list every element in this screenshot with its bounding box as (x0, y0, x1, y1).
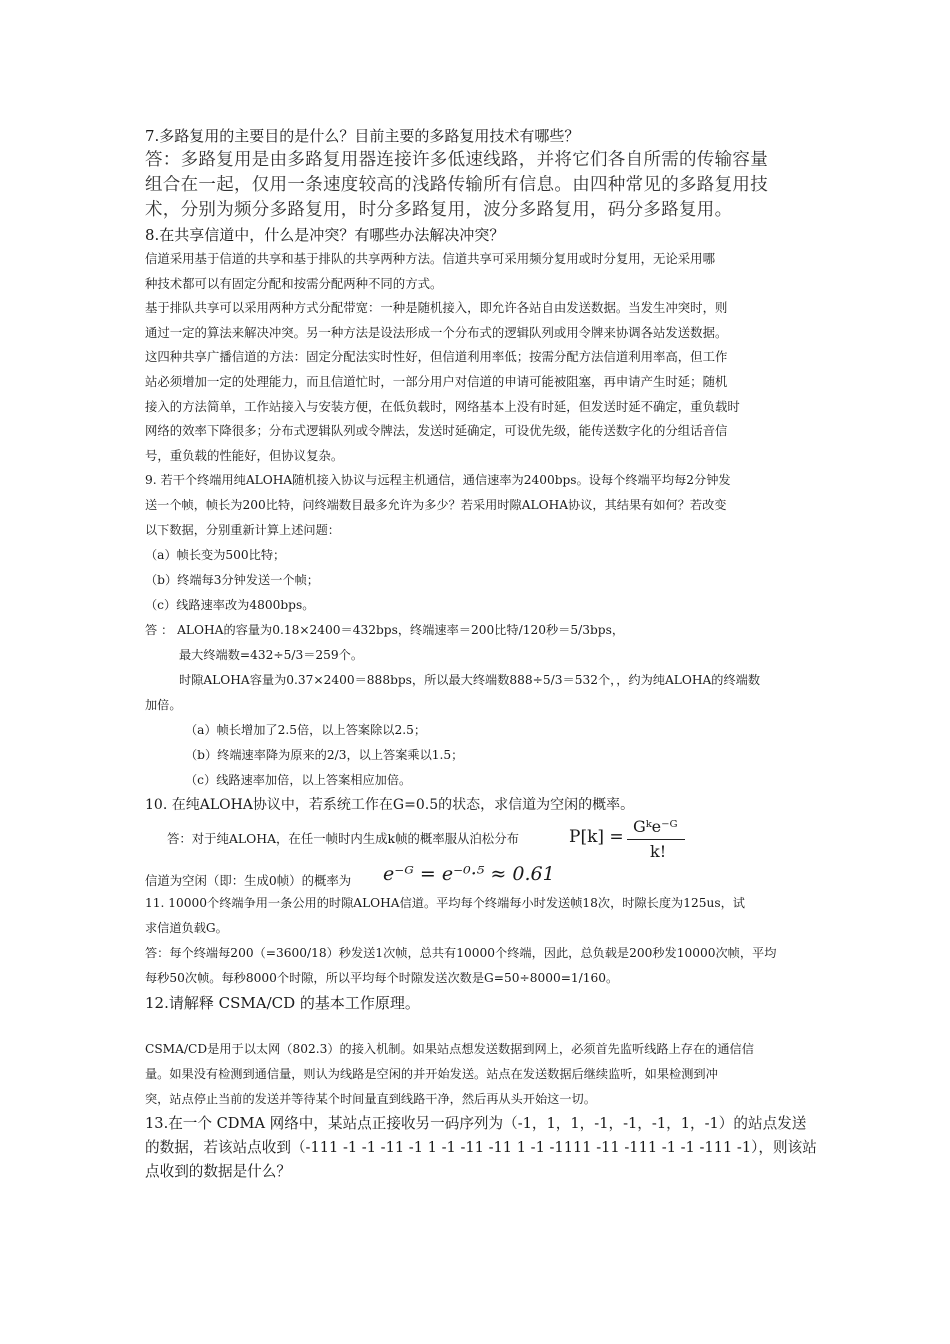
q9-answer-line: （c）线路速率加倍，以上答案相应加倍。 (185, 773, 412, 788)
q9-answer-line: （b）终端速率降为原来的2/3，以上答案乘以1.5； (185, 748, 464, 763)
q9-answer-line: 加倍。 (145, 698, 182, 713)
q7-answer (145, 148, 817, 223)
q12-line: 突，站点停止当前的发送并等待某个时间量直到线路干净，然后再从头开始这一切。 (145, 1092, 596, 1107)
q9-line: （a）帧长变为500比特； (145, 548, 286, 563)
q9-answer-line: 时隙ALOHA容量为0.37×2400＝888bps，所以最大终端数888÷5/3＝532个，，约为纯ALOHA的终端数 (179, 673, 761, 688)
poisson-denominator: k! (650, 842, 667, 862)
q11 (145, 891, 817, 991)
q7-answer-line: 术，分别为频分多路复用，时分多路复用，波分多路复用，码分多路复用。 (145, 200, 733, 220)
q7-answer-line: 答：多路复用是由多路复用器连接许多低速线路，并将它们各自所需的传输容量 (145, 150, 768, 170)
q13-line: 的数据，若该站点收到（-111 -1 -1 -11 -1 1 -1 -11 -11 1 -1 -1111 -11 -111 -1 -1 -111 -1），则该站 (145, 1139, 817, 1157)
q8-line: 种技术都可以有固定分配和按需分配两种不同的方式。 (145, 275, 443, 291)
q8-line: 网络的效率下降很多；分布式逻辑队列或令牌法，发送时延确定，可设优先级，能传送数字化的分组话音信 (145, 423, 728, 439)
q13-line: 13.在一个 CDMA 网络中，某站点正接收另一码序列为（-1，1，1，-1，-1，-1，1，-1）的站点发送 (145, 1115, 807, 1133)
q10-question: 10. 在纯ALOHA协议中，若系统工作在G=0.5的状态，求信道为空闲的概率。 (145, 797, 635, 814)
q9-line: 9. 若干个终端用纯ALOHA随机接入协议与远程主机通信，通信速率为2400bps。设每个终端平均每2分钟发 (145, 473, 731, 488)
q8-line: 接入的方法简单，工作站接入与安装方便，在低负载时，网络基本上没有时延，但发送时延不确定，重负载时 (145, 398, 740, 414)
q8-answer (145, 247, 817, 468)
document-page (145, 124, 817, 1184)
q9-answer (145, 618, 817, 793)
q13-line: 点收到的数据是什么？ (145, 1163, 291, 1181)
q10-answer-text: 答：对于纯ALOHA，在任一帧时内生成k帧的概率服从泊松分布 (167, 831, 519, 847)
poisson-numerator: Gᵏe⁻ᴳ (633, 817, 678, 837)
q11-line: 答：每个终端每200（=3600/18）秒发送1次帧，总共有10000个终端，因此，总负载是200秒发10000次帧，平均 (145, 946, 777, 961)
q10-idle-formula: e⁻ᴳ = e⁻⁰·⁵ ≈ 0.61 (383, 863, 555, 886)
q7-question: 7.多路复用的主要目的是什么？目前主要的多路复用技术有哪些？ (145, 127, 580, 145)
q9-line: 以下数据，分别重新计算上述问题： (145, 523, 340, 538)
q13-question (145, 1112, 817, 1184)
q9-answer-line: 答 ： ALOHA的容量为0.18×2400＝432bps，终端速率＝200比特/120秒＝5/3bps， (145, 623, 625, 638)
q10-idle-text: 信道为空闲（即：生成0帧）的概率为 (145, 873, 352, 889)
q8-line: 基于排队共享可以采用两种方式分配带宽：一种是随机接入，即允许各站自由发送数据。当发生冲突时，则 (145, 300, 728, 316)
q9-line: （c）线路速率改为4800bps。 (145, 598, 315, 613)
q9-line: 送一个帧，帧长为200比特，问终端数目最多允许为多少？若采用时隙ALOHA协议，其结果有如何？若改变 (145, 498, 727, 513)
q8-line: 号，重负载的性能好，但协议复杂。 (145, 447, 344, 463)
q8-question: 8.在共享信道中，什么是冲突？有哪些办法解决冲突？ (145, 226, 505, 244)
q8-line: 通过一定的算法来解决冲突。另一种方法是设法形成一个分布式的逻辑队列或用令牌来协调各站发送数据。 (145, 324, 728, 340)
q11-line: 11. 10000个终端争用一条公用的时隙ALOHA信道。平均每个终端每小时发送帧18次，时隙长度为125us，试 (145, 896, 745, 911)
q9-question (145, 468, 817, 618)
q12-answer (145, 1037, 817, 1112)
q11-line: 求信道负载G。 (145, 921, 228, 936)
q7-answer-line: 组合在一起，仅用一条速度较高的浅路传输所有信息。由四种常见的多路复用技 (145, 175, 768, 195)
q9-answer-line: 最大终端数=432÷5/3＝259个。 (179, 648, 364, 663)
q12-line: CSMA/CD是用于以太网（802.3）的接入机制。如果站点想发送数据到网上，必须首先监听线路上存在的通信信 (145, 1042, 754, 1057)
q8-line: 这四种共享广播信道的方法：固定分配法实时性好，但信道利用率低；按需分配方法信道利用率高，但工作 (145, 349, 728, 365)
q12-question: 12.请解释 CSMA/CD 的基本工作原理。 (145, 994, 420, 1013)
fraction-bar (627, 839, 685, 840)
q10-idle-line (145, 863, 817, 891)
q12-line: 量。如果没有检测到通信量，则认为线路是空闲的并开始发送。站点在发送数据后继续监听，如果检测到冲 (145, 1067, 718, 1082)
q10-formula-line (145, 817, 817, 863)
q8-line: 信道采用基于信道的共享和基于排队的共享两种方法。信道共享可采用频分复用或时分复用，无论采用哪 (145, 251, 715, 266)
q11-line: 每秒50次帧。每秒8000个时隙，所以平均每个时隙发送次数是G=50÷8000=1/160。 (145, 971, 619, 986)
poisson-lhs: P[k] = (569, 827, 624, 848)
q8-line: 站必须增加一定的处理能力，而且信道忙时，一部分用户对信道的申请可能被阻塞，再申请产生时延；随机 (145, 373, 728, 389)
q9-answer-line: （a）帧长增加了2.5倍，以上答案除以2.5； (185, 723, 427, 738)
q9-line: （b）终端每3分钟发送一个帧； (145, 573, 319, 588)
